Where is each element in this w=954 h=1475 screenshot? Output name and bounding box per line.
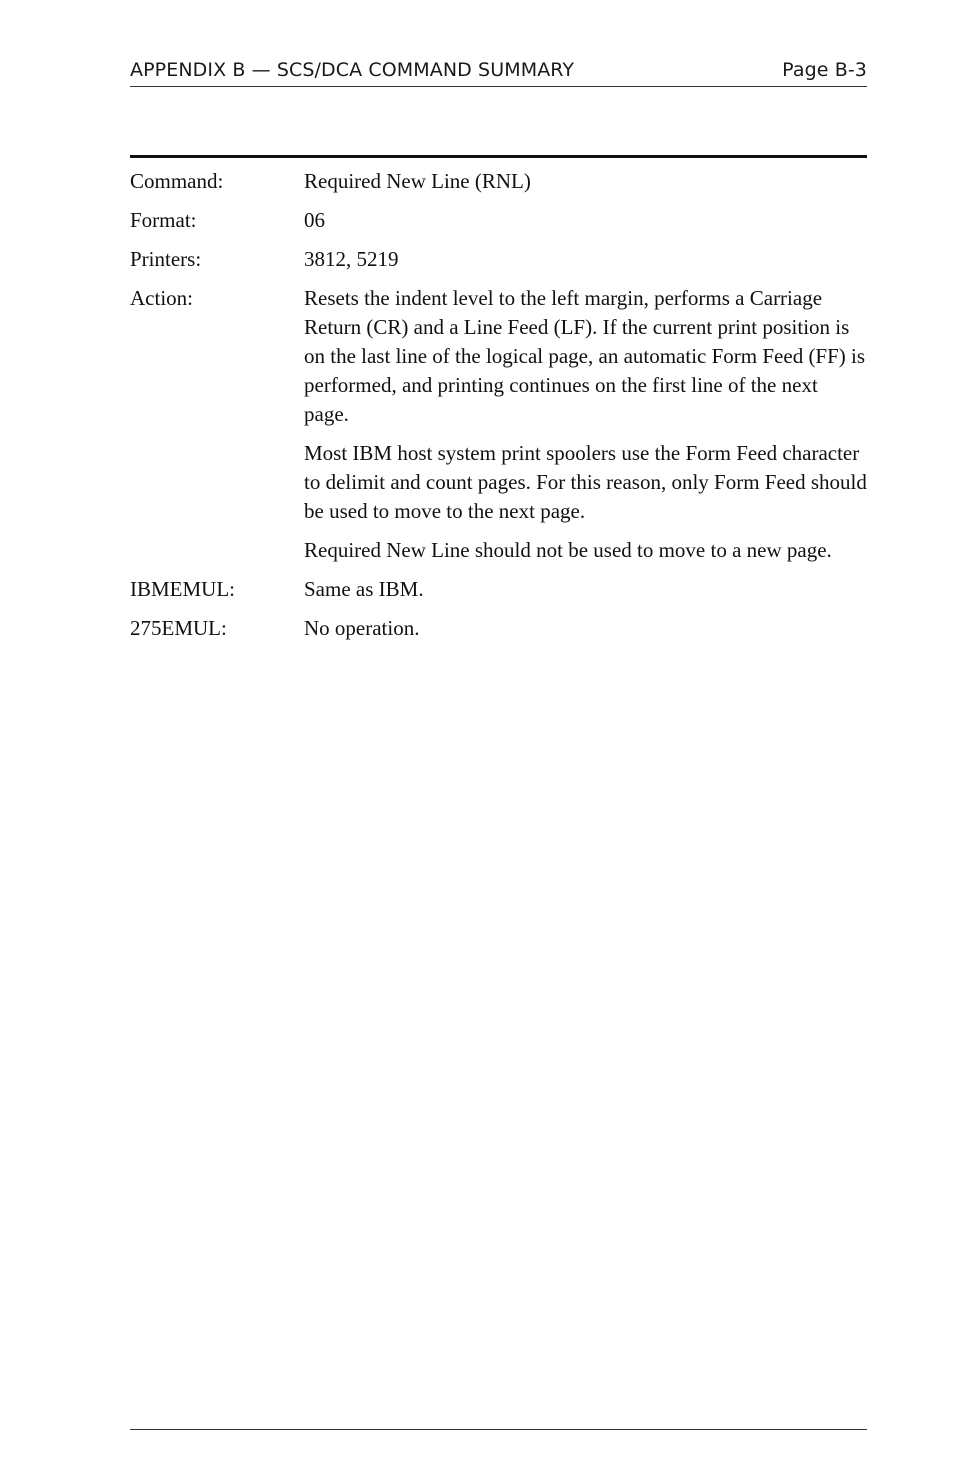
entry-printers [130,245,867,274]
entry-label: IBMEMUL: [130,577,235,601]
entry-label: Action: [130,286,193,310]
entry-paragraph: Required New Line should not be used to move to a new page. [304,538,832,562]
entry-label: Format: [130,208,197,232]
entry-action [130,284,867,565]
entry-ibmemul [130,575,867,604]
command-entry-table [130,167,867,653]
entry-value [304,575,867,604]
entry-paragraph: 06 [304,208,325,232]
entry-value [304,284,867,565]
entry-paragraph: Resets the indent level to the left margin, performs a Carriage Return (CR) and a Line Feed (LF). If the current print position is on the last line of the logical page, an automatic Form Feed (FF) is performed, and printing continues on the first line of the next page. [304,286,866,426]
entry-paragraph: Most IBM host system print spoolers use the Form Feed character to delimit and count pages. For this reason, only Form Feed should be used to move to the next page. [304,441,867,523]
entry-value [304,245,867,274]
entry-label: Command: [130,169,224,193]
page-number: Page B-3 [782,59,867,81]
entry-paragraph: No operation. [304,616,420,640]
entry-paragraph: Same as IBM. [304,577,424,601]
entry-value [304,614,867,643]
entry-value [304,206,867,235]
entry-label: 275EMUL: [130,616,227,640]
page-header [130,56,867,87]
entry-label: Printers: [130,247,202,271]
footer-rule [130,1429,867,1430]
entry-value [304,167,867,196]
header-title: APPENDIX B — SCS/DCA COMMAND SUMMARY [130,59,575,81]
section-top-rule [130,155,867,158]
entry-paragraph: Required New Line (RNL) [304,169,531,193]
entry-command [130,167,867,196]
entry-paragraph: 3812, 5219 [304,247,399,271]
entry-275emul [130,614,867,643]
entry-format [130,206,867,235]
